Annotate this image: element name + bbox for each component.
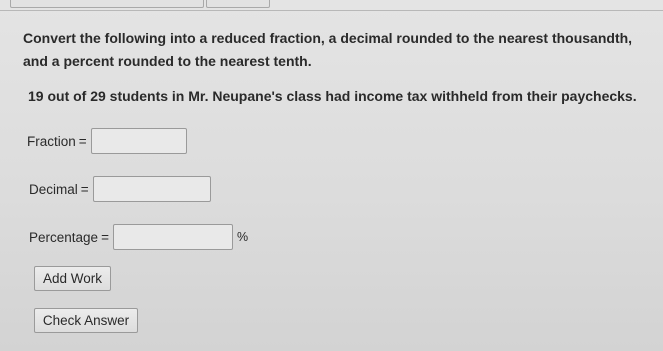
- top-tab[interactable]: [206, 0, 270, 8]
- question-problem: 19 out of 29 students in Mr. Neupane's class had income tax withheld from their paychecks.: [28, 88, 637, 104]
- divider: [0, 10, 663, 11]
- equals-sign: =: [101, 229, 109, 245]
- equals-sign: =: [80, 181, 89, 197]
- percentage-input[interactable]: [113, 224, 233, 250]
- percent-unit: %: [236, 230, 249, 244]
- decimal-input[interactable]: [93, 176, 211, 202]
- top-navigation-strip: [0, 0, 663, 10]
- question-instructions: Convert the following into a reduced fraction, a decimal rounded to the nearest thousandth, and a percent rounded to the nearest tenth.: [23, 30, 633, 69]
- percentage-label: Percentage: [29, 229, 99, 245]
- decimal-row: [29, 176, 211, 202]
- decimal-label: Decimal: [29, 181, 78, 197]
- fraction-label: Fraction: [27, 133, 76, 149]
- percentage-row: [29, 224, 248, 250]
- top-tab[interactable]: [10, 0, 204, 8]
- fraction-row: [27, 128, 187, 154]
- equals-sign: =: [78, 133, 87, 149]
- add-work-button[interactable]: Add Work: [34, 266, 111, 291]
- check-answer-button[interactable]: Check Answer: [34, 308, 138, 333]
- fraction-input[interactable]: [91, 128, 187, 154]
